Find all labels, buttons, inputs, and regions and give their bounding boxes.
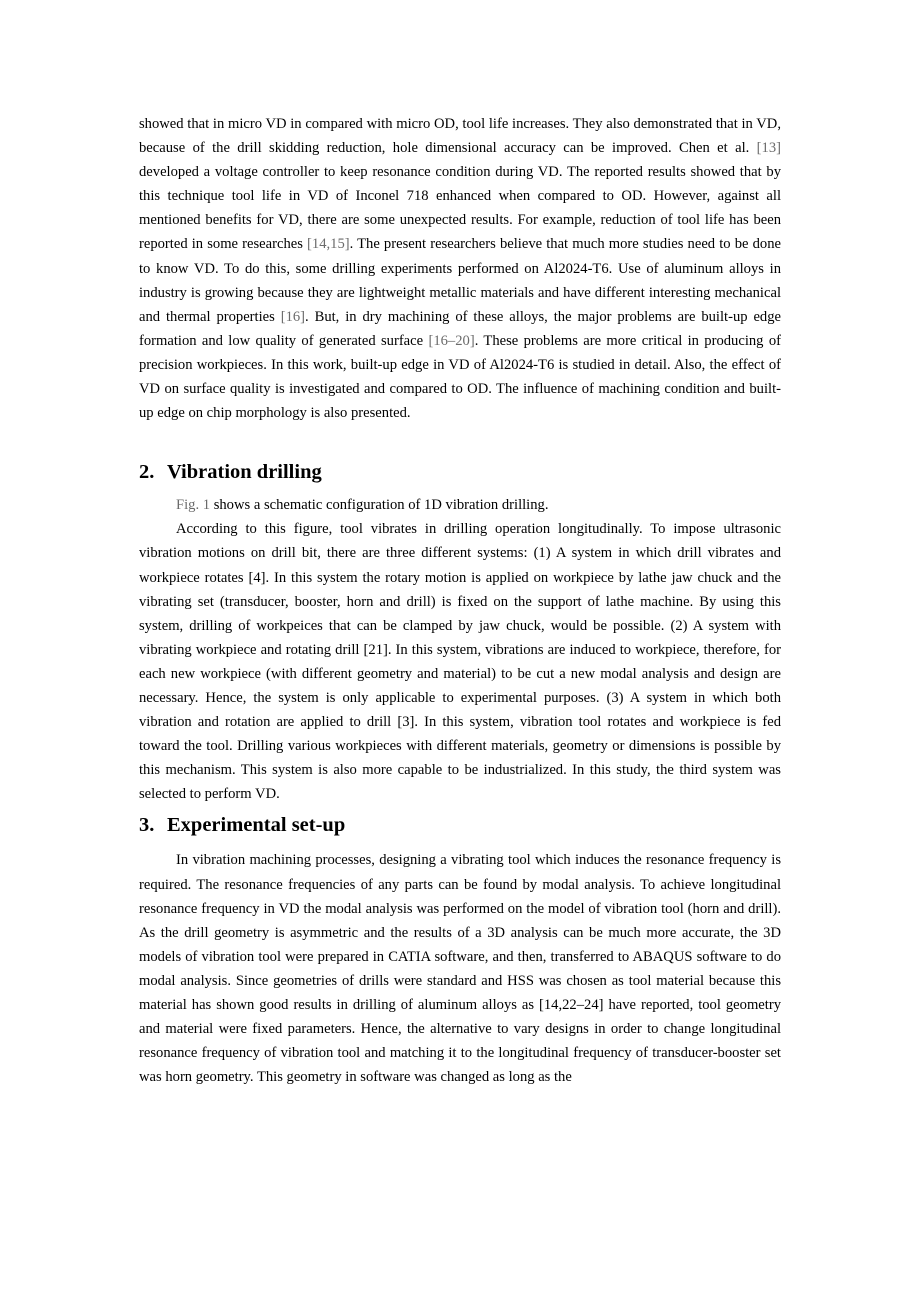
section-2-heading [139,459,781,485]
section-title: Experimental set-up [167,814,346,837]
intro-paragraph [139,112,781,425]
section-3-heading [139,812,781,838]
section-2-paragraph-2: According to this figure, tool vibrates in drilling operation longitudinally. To impose ultrasonic vibration motions on drill bit, there are three different systems: (1) A system in which drill vibrates and workpiece rotates [4]. In this system the rotary motion is applied on workpiece by lathe jaw chuck and the vibrating set (transducer, booster, horn and drill) is fixed on the support of lathe machine. By using this system, drilling of workpeices that can be clamped by jaw chuck, would be possible. (2) A system with vibrating workpiece and rotating drill [21]. In this system, vibrations are induced to workpiece, therefore, for each new workpiece (with different geometry and material) to be cut a new modal analysis and design are necessary. Hence, the system is only applicable to experimental purposes. (3) A system in which both vibration and rotation are applied to drill [3]. In this system, vibration tool rotates and workpiece is fed toward the tool. Drilling various workpieces with different materials, geometry or dimensions is possible by this mechanism. This system is also more capable to be industrialized. In this study, the third system was selected to perform VD. [139,521,781,803]
citation-link[interactable]: [14,15] [307,236,350,253]
section-title: Vibration drilling [167,461,322,484]
citation-link[interactable]: [13] [756,140,781,157]
section-number: 3. [139,814,155,837]
intro-text-2: developed a voltage controller to keep resonance condition during VD. The reported results showed that by this technique tool life in VD of Inconel 718 enhanced when compared to OD. However, against all mentioned benefits for VD, there are some unexpected results. For example, reduction of tool life has been reported in some researches [139,164,781,253]
citation-link[interactable]: [16–20] [428,332,475,349]
paper-page [139,112,781,1089]
intro-text-1: showed that in micro VD in compared with micro OD, tool life increases. They also demonstrated that in VD, because of the drill skidding reduction, hole dimensional accuracy can be improved. Chen et al. [139,116,781,157]
section-2-paragraph-1 [139,493,781,517]
citation-link[interactable]: [16] [280,308,306,325]
intro-text-4: . But, in dry machining of these alloys, the major problems are built-up edge formation and low quality of generated surface [139,308,781,349]
intro-text-3: . The present researchers believe that much more studies need to be done to know VD. To do this, some drilling experiments performed on Al2024-T6. Use of aluminum alloys in industry is growing because they are lightweight metallic materials and have different interesting mechanical and thermal properties [139,236,781,325]
figure-link[interactable]: Fig. 1 [176,497,211,514]
section-3-paragraph-1: In vibration machining processes, designing a vibrating tool which induces the resonance frequency is required. The resonance frequencies of any parts can be found by modal analysis. To achieve longitudinal resonance frequency in VD the modal analysis was performed on the model of vibration tool (horn and drill). As the drill geometry is asymmetric and the results of a 3D analysis can be much more accurate, the 3D models of vibration tool were prepared in CATIA software, and then, transferred to ABAQUS software to do modal analysis. Since geometries of drills were standard and HSS was chosen as tool material because this material has shown good results in drilling of aluminum alloys as [14,22–24] have reported, tool geometry and material were fixed parameters. Hence, the alternative to vary designs in order to change longitudinal resonance frequency of vibration tool and matching it to the longitudinal frequency of transducer-booster set was horn geometry. This geometry in software was changed as long as the [139,852,781,1086]
paragraph-text: shows a schematic configuration of 1D vibration drilling. [210,497,549,514]
intro-text-5: . These problems are more critical in producing of precision workpieces. In this work, built-up edge in VD of Al2024-T6 is studied in detail. Also, the effect of VD on surface quality is investigated and compared to OD. The influence of machining condition and built-up edge on chip morphology is also presented. [139,332,781,422]
section-number: 2. [139,461,155,484]
